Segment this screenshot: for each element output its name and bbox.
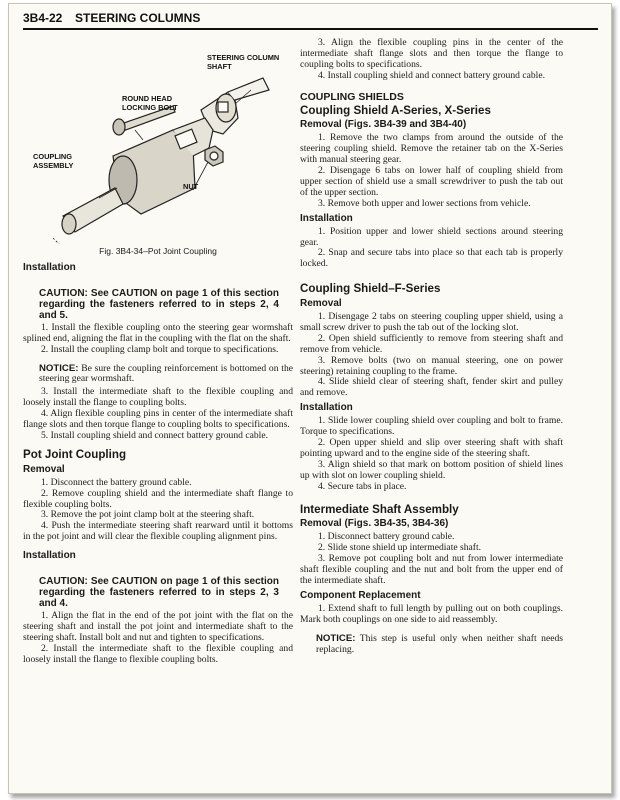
coupling-shields-heading: COUPLING SHIELDS xyxy=(300,90,404,103)
install-step: 2. Open upper shield and slip over steering shaft with shaft pointing upward and to the engine side of the steering shaft. xyxy=(300,437,563,459)
pot-joint-coupling-illustration xyxy=(23,38,293,244)
install-step: 3. Install the intermediate shaft to the flexible coupling and loosely install the flange to coupling bolts. xyxy=(23,386,293,409)
notice-label-2: NOTICE: xyxy=(316,632,356,644)
label-steering-column: STEERING COLUMN xyxy=(207,53,280,62)
install-step: 3. Align the flexible coupling pins in the center of the intermediate shaft flange slots and then torque the flange to coupling bolts to specifications. xyxy=(300,37,563,70)
removal-step: 3. Remove pot coupling bolt and nut from lower intermediate shaft flexible coupling and the nut and bolt from the upper end of the intermediate shaft. xyxy=(300,553,563,586)
install-step: 4. Align flexible coupling pins in center of the intermediate shaft flange slots and then torque flange to coupling bolts to specifications. xyxy=(23,408,293,431)
removal-step: 3. Remove bolts (two on manual steering, one on power steering) retaining coupling to the frame. xyxy=(300,354,563,377)
install-step: 5. Install coupling shield and connect battery ground cable. xyxy=(41,429,268,441)
label-nut: NUT xyxy=(183,182,199,191)
removal-step: 1. Disengage 2 tabs on steering coupling upper shield, using a small screw driver to push the tab out of the locking slot. xyxy=(300,311,563,333)
right-column xyxy=(300,38,563,657)
removal-step: 4. Slide shield clear of steering shaft, fender skirt and pulley and remove. xyxy=(300,376,563,399)
isa-removal-heading: Removal (Figs. 3B4-35, 3B4-36) xyxy=(300,518,449,530)
page-number: 3B4-22 xyxy=(23,11,63,25)
component-step: 1. Extend shaft to full length by pulling out on both couplings. Mark both couplings on one side to aid reassembly. xyxy=(300,602,563,625)
notice-block xyxy=(39,364,293,386)
install-step: 2. Snap and secure tabs into place so that each tab is properly locked. xyxy=(300,247,563,270)
pot-joint-heading: Pot Joint Coupling xyxy=(23,447,127,461)
install-step: 4. Install coupling shield and connect battery ground cable. xyxy=(318,69,545,81)
installation-heading-2: Installation xyxy=(23,550,76,562)
install-step: 1. Slide lower coupling shield over coupling and bolt to frame. Torque to specifications. xyxy=(300,415,563,438)
install-step: 4. Secure tabs in place. xyxy=(318,480,407,492)
removal-step: 4. Push the intermediate steering shaft rearward until it bottoms in the pot joint and will clear the flexible coupling alignment pins. xyxy=(23,520,293,543)
figure-caption: Fig. 3B4-34–Pot Joint Coupling xyxy=(99,246,217,256)
install-step: 1. Install the flexible coupling onto the steering gear wormshaft splined end, aligning the flat in the coupling with the flat on the shaft. xyxy=(23,321,293,344)
intermediate-shaft-heading: Intermediate Shaft Assembly xyxy=(300,502,459,516)
section-title: STEERING COLUMNS xyxy=(75,11,201,25)
page-header xyxy=(23,8,598,30)
pot-joint-coupling-figure xyxy=(23,38,293,244)
install-step: 2. Install the intermediate shaft to the flexible coupling and loosely install the flange to flexible coupling bolts. xyxy=(23,642,293,665)
caution-block-2: CAUTION: See CAUTION on page 1 of this section regarding the fasteners referred to in steps 2, 3 and 4. xyxy=(39,576,279,610)
label-coupling: COUPLING xyxy=(33,152,73,161)
install-step: 3. Align shield so that mark on bottom position of shield lines up with slot on lower coupling shield. xyxy=(300,458,563,481)
removal-heading: Removal xyxy=(23,463,65,475)
removal-step: 2. Disengage 6 tabs on lower half of coupling shield from upper section of shield use a small screwdriver to push the tab out of the upper section. xyxy=(300,165,563,198)
label-shaft: SHAFT xyxy=(207,62,232,71)
removal-step: 2. Slide stone shield up intermediate shaft. xyxy=(318,542,482,554)
label-locking-bolt: LOCKING BOLT xyxy=(122,103,178,112)
label-assembly: ASSEMBLY xyxy=(33,161,74,170)
notice-text-2: This step is useful only when neither shaft needs replacing. xyxy=(316,632,563,655)
removal-step: 1. Disconnect the battery ground cable. xyxy=(41,476,192,488)
notice-label: NOTICE: xyxy=(39,362,79,374)
caution-block-1: CAUTION: See CAUTION on page 1 of this section regarding the fasteners referred to in steps 2, 4 and 5. xyxy=(39,287,279,321)
left-column xyxy=(23,38,293,666)
removal-step: 2. Remove coupling shield and the intermediate shaft flange to flexible coupling bolts. xyxy=(23,487,293,510)
f-series-heading: Coupling Shield–F-Series xyxy=(300,282,441,296)
notice-block-2 xyxy=(316,634,563,656)
notice-text: Be sure the coupling reinforcement is bottomed on the steering gear wormshaft. xyxy=(39,362,293,385)
ax-series-heading: Coupling Shield A-Series, X-Series xyxy=(300,103,491,117)
removal-step: 3. Remove the pot joint clamp bolt at the steering shaft. xyxy=(41,509,255,521)
removal-step: 1. Remove the two clamps from around the outside of the steering coupling shield. Remove the retainer tab on the X-Series with manual steering gear. xyxy=(300,132,563,166)
removal-step: 1. Disconnect battery ground cable. xyxy=(318,531,455,543)
manual-page xyxy=(8,3,612,794)
component-replacement-heading: Component Replacement xyxy=(300,589,421,601)
f-removal-heading: Removal xyxy=(300,298,342,310)
f-installation-heading: Installation xyxy=(300,402,353,414)
ax-removal-heading: Removal (Figs. 3B4-39 and 3B4-40) xyxy=(300,119,467,131)
install-step: 2. Install the coupling clamp bolt and torque to specifications. xyxy=(41,343,279,355)
label-round-head: ROUND HEAD xyxy=(122,94,173,103)
install-step: 1. Align the flat in the end of the pot joint with the flat on the steering shaft and install the pot joint and intermediate shaft to the steering shaft. Install bolt and nut and tighten to specifications. xyxy=(23,610,293,643)
removal-step: 2. Open shield sufficiently to remove from steering shaft and remove from vehicle. xyxy=(300,332,563,355)
install-step: 1. Position upper and lower shield sections around steering gear. xyxy=(300,225,563,248)
ax-installation-heading: Installation xyxy=(300,212,353,224)
installation-heading: Installation xyxy=(23,261,76,273)
removal-step: 3. Remove both upper and lower sections from vehicle. xyxy=(318,197,531,209)
